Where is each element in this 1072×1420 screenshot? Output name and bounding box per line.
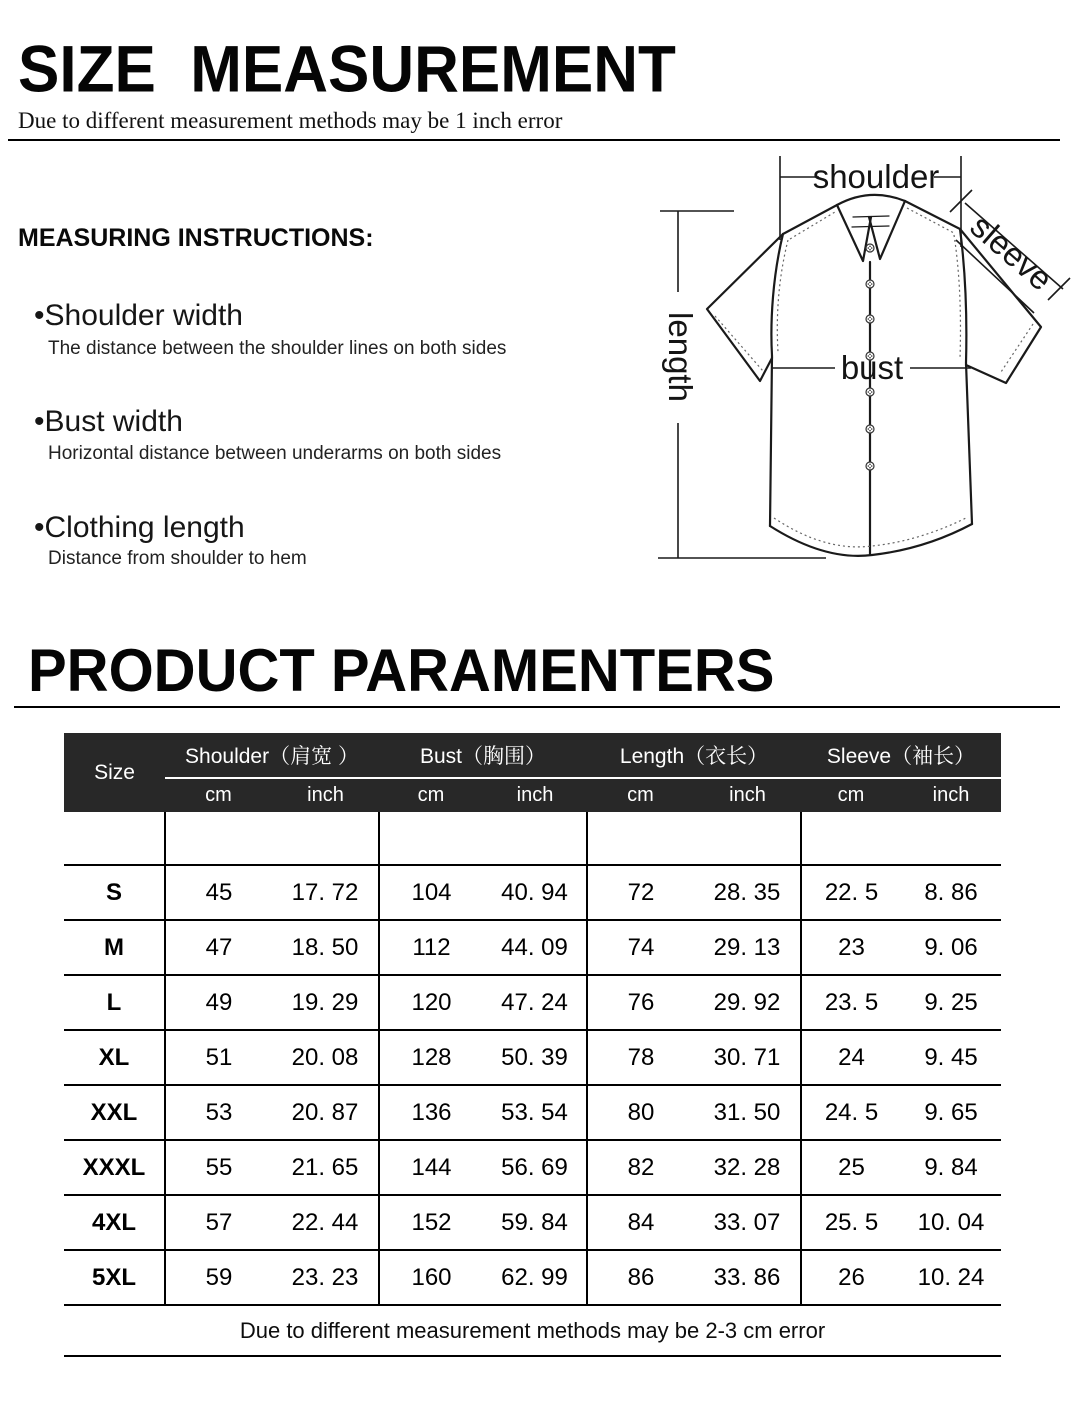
table-cell: 45 — [165, 865, 272, 920]
column-group-length: Length（衣长） — [587, 733, 801, 778]
table-cell: 17. 72 — [272, 865, 379, 920]
table-cell: 55 — [165, 1140, 272, 1195]
size-table — [64, 733, 1001, 1357]
instruction-term-text: Clothing length — [44, 511, 245, 544]
table-cell: 9. 25 — [901, 975, 1001, 1030]
table-cell: 23 — [801, 920, 901, 975]
size-cell: M — [64, 920, 165, 975]
table-cell: 23. 5 — [801, 975, 901, 1030]
page-subtitle: Due to different measurement methods may be 1 inch error — [18, 108, 563, 133]
table-cell: 49 — [165, 975, 272, 1030]
table-cell: 24 — [801, 1030, 901, 1085]
bullet: • — [34, 511, 45, 544]
table-row — [64, 1195, 1001, 1250]
sleeve-label: sleeve — [963, 207, 1060, 298]
table-cell: 32. 28 — [694, 1140, 801, 1195]
table-cell: 57 — [165, 1195, 272, 1250]
table-cell: 86 — [587, 1250, 694, 1305]
table-cell: 29. 13 — [694, 920, 801, 975]
table-cell: 10. 04 — [901, 1195, 1001, 1250]
table-cell: 9. 65 — [901, 1085, 1001, 1140]
unit-header: inch — [694, 778, 801, 812]
length-label: length — [662, 312, 699, 402]
table-row — [64, 865, 1001, 920]
column-group-bust: Bust（胸围） — [379, 733, 587, 778]
table-cell — [587, 812, 694, 865]
table-cell — [801, 812, 901, 865]
table-cell: 22. 44 — [272, 1195, 379, 1250]
table-cell: 9. 45 — [901, 1030, 1001, 1085]
table-cell: 25 — [801, 1140, 901, 1195]
size-cell: XXXL — [64, 1140, 165, 1195]
column-header-size: Size — [64, 733, 165, 812]
table-cell — [901, 812, 1001, 865]
size-cell: L — [64, 975, 165, 1030]
table-cell: 22. 5 — [801, 865, 901, 920]
table-cell: 24. 5 — [801, 1085, 901, 1140]
table-cell: 160 — [379, 1250, 483, 1305]
table-cell: 31. 50 — [694, 1085, 801, 1140]
size-cell: 5XL — [64, 1250, 165, 1305]
unit-header: inch — [901, 778, 1001, 812]
table-note-row — [64, 1305, 1001, 1356]
table-cell: 21. 65 — [272, 1140, 379, 1195]
table-cell: 72 — [587, 865, 694, 920]
table-cell: 19. 29 — [272, 975, 379, 1030]
parameters-heading: PRODUCT PARAMENTERS — [28, 637, 775, 705]
table-cell: 47. 24 — [483, 975, 587, 1030]
table-cell: 136 — [379, 1085, 483, 1140]
table-cell: 33. 86 — [694, 1250, 801, 1305]
table-cell: 144 — [379, 1140, 483, 1195]
bullet: • — [34, 405, 45, 438]
table-cell: 20. 08 — [272, 1030, 379, 1085]
table-cell: 51 — [165, 1030, 272, 1085]
table-cell — [272, 812, 379, 865]
table-cell: 40. 94 — [483, 865, 587, 920]
table-cell: 56. 69 — [483, 1140, 587, 1195]
table-row — [64, 975, 1001, 1030]
table-cell: 28. 35 — [694, 865, 801, 920]
table-cell: 152 — [379, 1195, 483, 1250]
table-cell: 33. 07 — [694, 1195, 801, 1250]
unit-header: inch — [483, 778, 587, 812]
instruction-term-text: Bust width — [44, 405, 183, 438]
table-cell: 26 — [801, 1250, 901, 1305]
instructions-heading: MEASURING INSTRUCTIONS: — [18, 224, 374, 252]
unit-header: inch — [272, 778, 379, 812]
table-cell — [165, 812, 272, 865]
table-cell: 23. 23 — [272, 1250, 379, 1305]
measurement-note: Due to different measurement methods may be 2-3 cm error — [64, 1305, 1001, 1356]
table-cell: 78 — [587, 1030, 694, 1085]
table-cell: 76 — [587, 975, 694, 1030]
divider — [14, 706, 1060, 708]
table-row — [64, 920, 1001, 975]
table-cell: 20. 87 — [272, 1085, 379, 1140]
table-cell: 112 — [379, 920, 483, 975]
table-cell: 30. 71 — [694, 1030, 801, 1085]
instruction-term — [34, 299, 243, 333]
table-row — [64, 1030, 1001, 1085]
diagram-labels — [662, 158, 1060, 402]
table-cell: 9. 06 — [901, 920, 1001, 975]
unit-header: cm — [165, 778, 272, 812]
size-cell: XXL — [64, 1085, 165, 1140]
unit-header: cm — [587, 778, 694, 812]
table-cell — [694, 812, 801, 865]
table-cell: 53. 54 — [483, 1085, 587, 1140]
column-group-shoulder: Shoulder（肩宽 ） — [165, 733, 379, 778]
page-title: SIZE MEASUREMENT — [18, 33, 676, 107]
table-cell — [64, 812, 165, 865]
instruction-desc: Horizontal distance between underarms on both sides — [48, 443, 502, 464]
unit-header: cm — [379, 778, 483, 812]
instruction-term-text: Shoulder width — [44, 299, 243, 332]
column-group-sleeve: Sleeve（袖长） — [801, 733, 1001, 778]
table-row — [64, 1085, 1001, 1140]
table-cell — [483, 812, 587, 865]
shoulder-label: shoulder — [812, 158, 940, 195]
table-cell: 128 — [379, 1030, 483, 1085]
table-cell: 18. 50 — [272, 920, 379, 975]
table-cell: 8. 86 — [901, 865, 1001, 920]
table-cell: 74 — [587, 920, 694, 975]
table-cell: 80 — [587, 1085, 694, 1140]
instruction-term — [34, 405, 183, 439]
table-cell: 50. 39 — [483, 1030, 587, 1085]
table-cell: 47 — [165, 920, 272, 975]
size-cell: 4XL — [64, 1195, 165, 1250]
table-cell: 59 — [165, 1250, 272, 1305]
instruction-desc: The distance between the shoulder lines on both sides — [48, 338, 507, 359]
table-cell: 59. 84 — [483, 1195, 587, 1250]
instruction-desc: Distance from shoulder to hem — [48, 548, 307, 569]
table-cell: 84 — [587, 1195, 694, 1250]
table-row — [64, 1250, 1001, 1305]
spacer-row — [64, 812, 1001, 865]
size-cell: S — [64, 865, 165, 920]
shirt-measurement-diagram — [620, 140, 1072, 600]
bust-label: bust — [840, 349, 904, 386]
table-cell: 120 — [379, 975, 483, 1030]
table-cell: 104 — [379, 865, 483, 920]
table-cell: 82 — [587, 1140, 694, 1195]
table-cell: 25. 5 — [801, 1195, 901, 1250]
bullet: • — [34, 299, 45, 332]
table-row — [64, 1140, 1001, 1195]
table-cell — [379, 812, 483, 865]
unit-header: cm — [801, 778, 901, 812]
table-cell: 62. 99 — [483, 1250, 587, 1305]
table-cell: 53 — [165, 1085, 272, 1140]
instruction-term — [34, 511, 245, 545]
table-cell: 9. 84 — [901, 1140, 1001, 1195]
table-cell: 10. 24 — [901, 1250, 1001, 1305]
size-cell: XL — [64, 1030, 165, 1085]
table-cell: 29. 92 — [694, 975, 801, 1030]
table-cell: 44. 09 — [483, 920, 587, 975]
